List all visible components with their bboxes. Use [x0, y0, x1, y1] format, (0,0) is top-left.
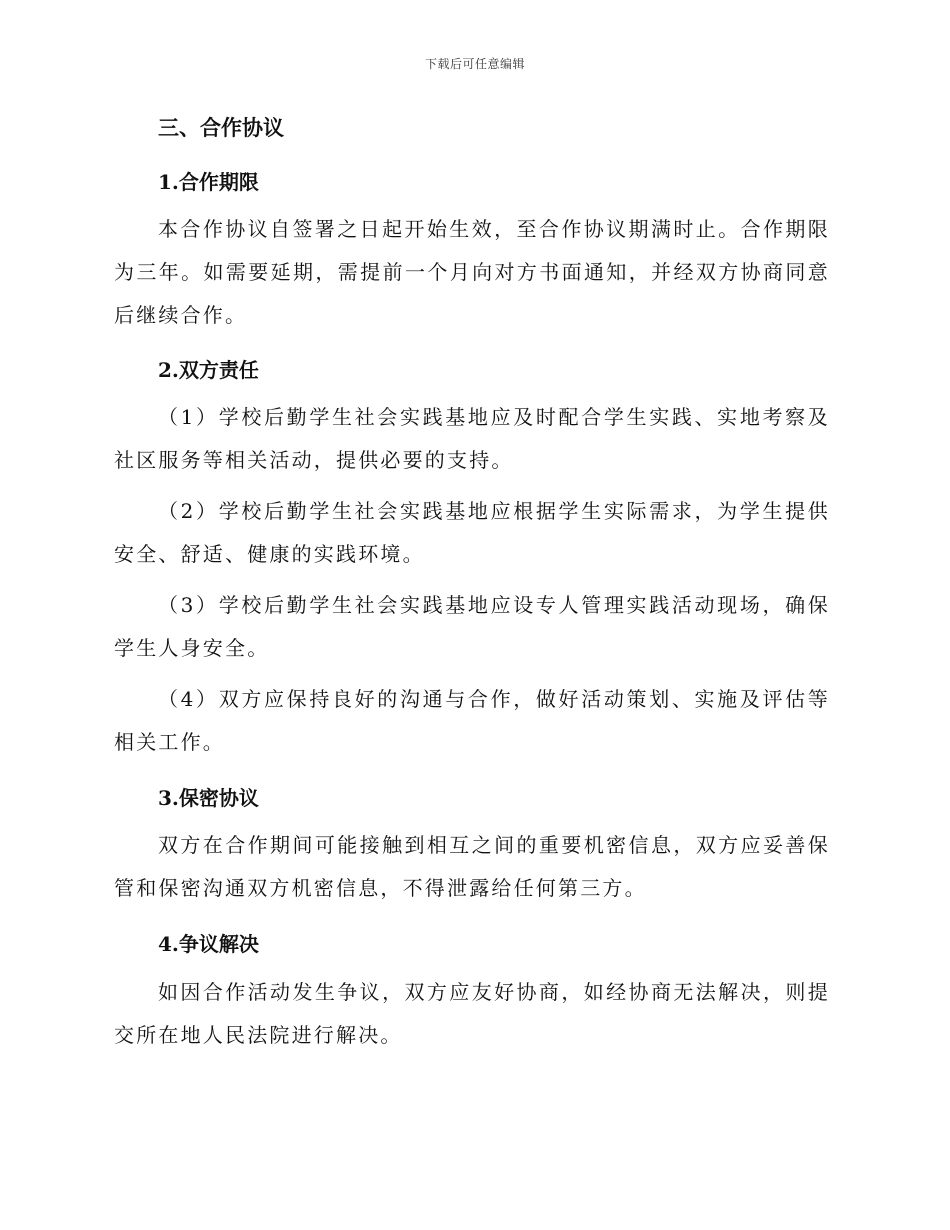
responsibility-item-2: （2）学校后勤学生社会实践基地应根据学生实际需求，为学生提供安全、舒适、健康的实践环境。 — [114, 499, 830, 566]
responsibilities-heading: 2.双方责任 — [158, 358, 259, 382]
responsibility-item-4: （4）双方应保持良好的沟通与合作，做好活动策划、实施及评估等相关工作。 — [114, 687, 830, 754]
responsibility-item-3: （3）学校后勤学生社会实践基地应设专人管理实践活动现场，确保学生人身安全。 — [114, 593, 830, 660]
term-paragraph: 本合作协议自签署之日起开始生效，至合作协议期满时止。合作期限为三年。如需要延期，需提前一个月向对方书面通知，并经双方协商同意后继续合作。 — [114, 217, 830, 327]
section-title: 三、合作协议 — [158, 115, 284, 140]
dispute-heading: 4.争议解决 — [158, 932, 259, 956]
confidentiality-heading: 3.保密协议 — [158, 786, 259, 810]
page-header-note: 下载后可任意编辑 — [424, 57, 525, 71]
responsibility-item-1: （1）学校后勤学生社会实践基地应及时配合学生实践、实地考察及社区服务等相关活动，提供必要的支持。 — [114, 405, 830, 472]
term-heading: 1.合作期限 — [158, 170, 259, 194]
confidentiality-paragraph: 双方在合作期间可能接触到相互之间的重要机密信息，双方应妥善保管和保密沟通双方机密信息，不得泄露给任何第三方。 — [114, 833, 830, 900]
dispute-paragraph: 如因合作活动发生争议，双方应友好协商，如经协商无法解决，则提交所在地人民法院进行解决。 — [114, 980, 830, 1047]
